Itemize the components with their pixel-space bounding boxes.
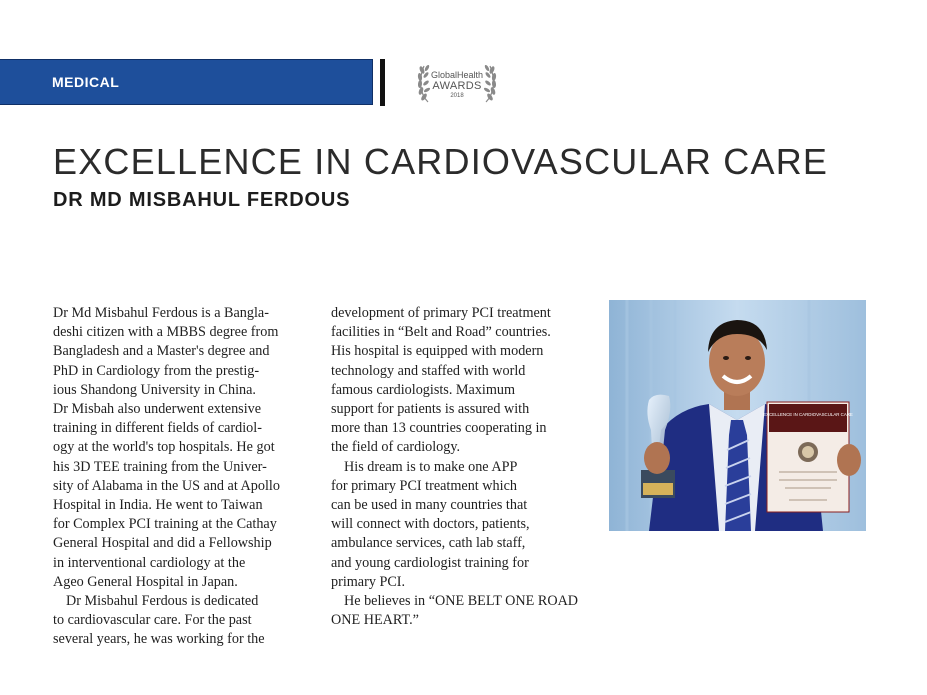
body-line: and young cardiologist training for <box>331 554 529 571</box>
award-logo <box>412 58 502 108</box>
doctor-photo-illustration <box>609 300 866 531</box>
award-line-year: 2018 <box>450 93 464 99</box>
body-line: Dr Misbahul Ferdous is dedicated <box>66 593 259 610</box>
body-line: His hospital is equipped with modern <box>331 343 544 360</box>
body-line: Dr Misbah also underwent extensive <box>53 401 262 418</box>
body-line: his 3D TEE training from the Univer- <box>53 458 267 475</box>
doctor-photo <box>609 300 866 531</box>
article-byline: DR MD MISBAHUL FERDOUS <box>53 189 351 211</box>
body-line: more than 13 countries cooperating in <box>331 420 547 437</box>
body-line: several years, he was working for the <box>53 631 265 648</box>
body-line: Ageo General Hospital in Japan. <box>53 573 238 590</box>
body-line: technology and staffed with world <box>331 362 526 379</box>
body-column-2 <box>331 304 601 630</box>
body-line: He believes in “ONE BELT ONE ROAD <box>344 593 579 610</box>
body-line: sity of Alabama in the US and at Apollo <box>53 477 280 494</box>
article-headline: EXCELLENCE IN CARDIOVASCULAR CARE <box>53 141 829 182</box>
section-label: MEDICAL <box>52 74 120 90</box>
body-line: development of primary PCI treatment <box>331 305 551 321</box>
body-line: primary PCI. <box>331 573 406 590</box>
divider-bar <box>380 59 385 106</box>
body-line: in interventional cardiology at the <box>53 554 246 571</box>
body-line: training in different fields of cardiol- <box>53 420 262 437</box>
body-line: will connect with doctors, patients, <box>331 516 530 533</box>
body-line: Hospital in India. He went to Taiwan <box>53 497 263 514</box>
body-line: ambulance services, cath lab staff, <box>331 535 526 552</box>
body-line: deshi citizen with a MBBS degree from <box>53 324 279 341</box>
body-line: famous cardiologists. Maximum <box>331 381 516 398</box>
award-line-title: AWARDS <box>432 80 482 92</box>
body-line: Dr Md Misbahul Ferdous is a Bangla- <box>53 305 269 321</box>
body-column-1 <box>53 304 323 650</box>
body-line: to cardiovascular care. For the past <box>53 612 252 629</box>
certificate-title: EXCELLENCE IN CARDIOVASCULAR CARE <box>763 412 853 417</box>
body-line: for primary PCI treatment which <box>331 477 517 494</box>
body-line: ogy at the world's top hospitals. He got <box>53 439 275 456</box>
body-line: can be used in many countries that <box>331 497 528 514</box>
body-line: for Complex PCI training at the Cathay <box>53 516 277 533</box>
body-line: His dream is to make one APP <box>344 458 518 475</box>
body-line: General Hospital and did a Fellowship <box>53 535 272 552</box>
body-line: PhD in Cardiology from the prestig- <box>53 362 260 379</box>
body-line: Bangladesh and a Master's degree and <box>53 343 270 360</box>
body-line: support for patients is assured with <box>331 401 530 418</box>
body-line: ONE HEART.” <box>331 612 419 629</box>
award-line-brand: GlobalHealth <box>430 70 484 80</box>
section-banner <box>0 59 373 105</box>
body-line: the field of cardiology. <box>331 439 461 456</box>
body-line: facilities in “Belt and Road” countries. <box>331 324 551 341</box>
body-line: ious Shandong University in China. <box>53 381 256 398</box>
